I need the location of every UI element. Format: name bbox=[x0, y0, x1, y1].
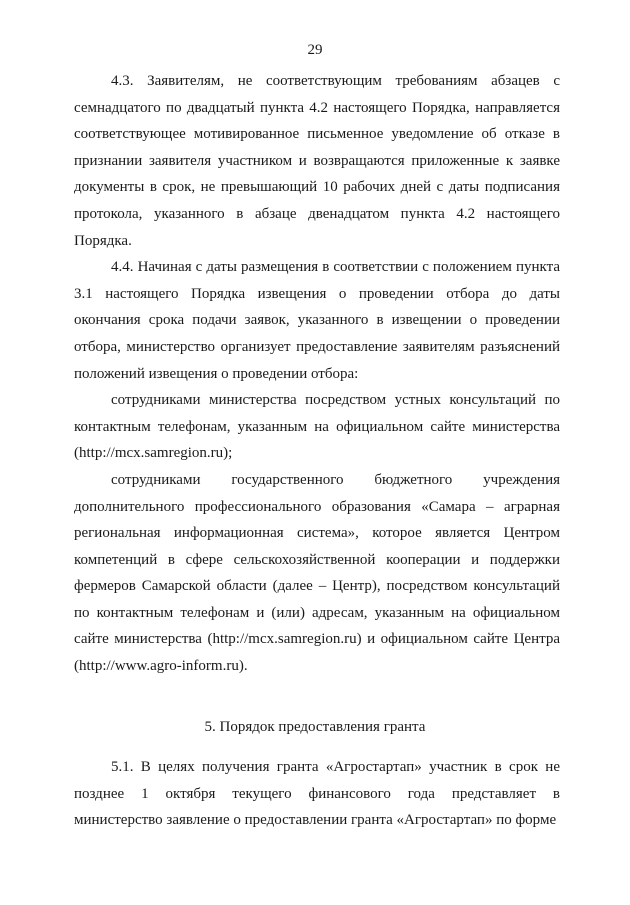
page-number: 29 bbox=[307, 42, 323, 58]
paragraph-5-1: 5.1. В целях получения гранта «Агростартап» участник в срок не позднее 1 октября текущего финансового года представляет в министерство заявление о предоставлении гранта «Агростартап» по форме bbox=[74, 759, 560, 829]
paragraph-4-3: 4.3. Заявителям, не соответствующим требованиям абзацев с семнадцатого по двадцатый пункта 4.2 настоящего Порядка, направляется соответствующее мотивированное письменное уведомление об отказе в признании заявителя участником и возвращаются приложенные к заявке документы в срок, не превышающий 10 рабочих дней с даты подписания протокола, указанного в абзаце двенадцатом пункта 4.2 настоящего Порядка. bbox=[74, 73, 560, 249]
paragraph-center-consultations: сотрудниками государственного бюджетного учреждения дополнительного профессионального образования «Самара – аграрная региональная информационная система», которое является Центром компетенций в сфере сельскохозяйственной кооперации и поддержки фермеров Самарской области (далее – Центр), посредством консультаций по контактным телефонам и (или) адресам, указанным на официальном сайте министерства (http://mcx.samregion.ru) и официальном сайте Центра (http://www.agro-inform.ru). bbox=[74, 471, 560, 675]
section-heading: 5. Порядок предоставления гранта bbox=[204, 719, 426, 735]
paragraph-ministry-consultations: сотрудниками министерства посредством устных консультаций по контактным телефонам, указанным на официальном сайте министерства (http://mcx.samregion.ru); bbox=[74, 392, 560, 462]
section-body bbox=[74, 754, 560, 834]
paragraph-4-4: 4.4. Начиная с даты размещения в соответствии с положением пункта 3.1 настоящего Порядка извещения о проведении отбора до даты окончания срока подачи заявок, указанного в извещении о проведении отбора, министерство организует предоставление заявителям разъяснений положений извещения о проведении отбора: bbox=[74, 259, 560, 382]
document-body bbox=[74, 68, 560, 680]
